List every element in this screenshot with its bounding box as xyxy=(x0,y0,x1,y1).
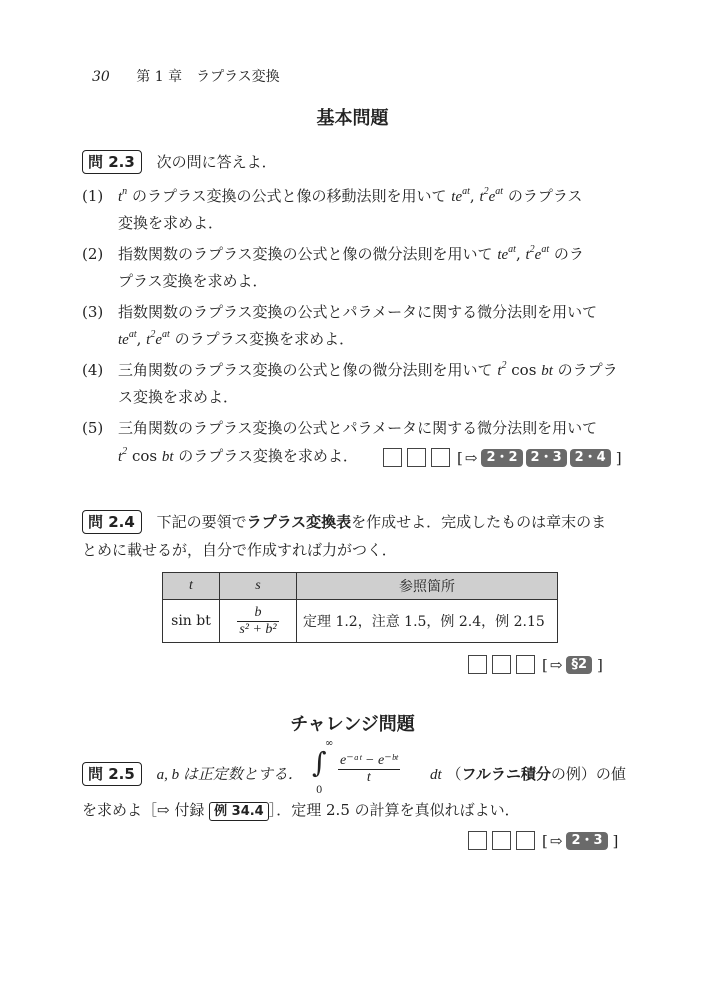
checkbox[interactable] xyxy=(431,448,450,467)
page-number: 30 xyxy=(92,69,110,85)
checkbox[interactable] xyxy=(492,831,511,850)
checkbox[interactable] xyxy=(407,448,426,467)
checkbox[interactable] xyxy=(516,831,535,850)
integral-upper: ∞ xyxy=(325,738,334,749)
problem-label: 問 2.4 xyxy=(82,510,142,534)
table-header: 参照箇所 xyxy=(297,573,558,600)
problem-2-5-line-1: 問 2.5 a, b は正定数とする． xyxy=(82,762,303,786)
item-4-line-1: 三角関数のラプラス変換の公式と像の微分法則を用いて $t^2$ cos bt のラプラ xyxy=(118,360,618,379)
table-cell: 定理 1.2，注意 1.5，例 2.4，例 2.15 xyxy=(297,600,558,643)
problem-label: 問 2.3 xyxy=(82,150,142,174)
table-cell: sin bt xyxy=(163,600,220,643)
ref-tag: §2 xyxy=(566,656,592,674)
item-number: (4) xyxy=(82,361,104,379)
chapter-title: 第 1 章 ラプラス変換 xyxy=(136,69,280,85)
item-5-line-1: 三角関数のラプラス変換の公式とパラメータに関する微分法則を用いて xyxy=(118,419,598,437)
item-number: (3) xyxy=(82,303,104,321)
table-header: s xyxy=(220,573,297,600)
item-2-line-2: プラス変換を求めよ． xyxy=(118,272,268,290)
challenge-section-title: チャレンジ問題 xyxy=(290,714,415,735)
item-3-line-2: $te^{at}$, $t^2e^{at}$ のラプラス変換を求めよ． xyxy=(118,329,355,348)
integral-sign: ∫ xyxy=(312,746,327,779)
table-cell: $\frac{b}{\text{s² + b²}}$ xyxy=(220,600,297,643)
problem-intro: 次の問に答えよ． xyxy=(156,153,277,171)
checkbox[interactable] xyxy=(468,831,487,850)
arrow-icon: ⇨ xyxy=(549,655,563,674)
table-header: t xyxy=(163,573,220,600)
problem-2-5-line-1-tail: dt （フルラニ積分の例）の値 xyxy=(430,765,626,783)
laplace-table xyxy=(162,572,558,643)
item-number: (2) xyxy=(82,245,104,263)
item-number: (5) xyxy=(82,419,104,437)
item-1-line-1: $t^n$ のラプラス変換の公式と像の移動法則を用いて $te^{at}$, $t^2e^{at}$ のラプラス xyxy=(118,186,583,205)
item-number: (1) xyxy=(82,187,104,205)
item-2-line-1: 指数関数のラプラス変換の公式と像の微分法則を用いて $te^{at}$, $t^2e^{at}$ のラ xyxy=(118,244,584,263)
progress-checkboxes: [ ⇨ 2・2 2・3 2・4 ] xyxy=(383,448,624,467)
ref-tag: 2・3 xyxy=(526,449,567,467)
checkbox[interactable] xyxy=(516,655,535,674)
item-3-line-1: 指数関数のラプラス変換の公式とパラメータに関する微分法則を用いて xyxy=(118,303,598,321)
problem-2-4-line-1: 問 2.4 下記の要領でラプラス変換表を作成せよ．完成したものは章末のま xyxy=(82,510,606,534)
ref-tag: 2・2 xyxy=(481,449,522,467)
item-4-line-2: ス変換を求めよ． xyxy=(118,388,239,406)
appendix-ref[interactable]: 例 34.4 xyxy=(209,802,269,821)
checkbox[interactable] xyxy=(492,655,511,674)
page-header xyxy=(92,66,280,86)
arrow-icon: ⇨ xyxy=(464,448,478,467)
integral-lower: 0 xyxy=(316,785,323,796)
ref-tag: 2・4 xyxy=(570,449,611,467)
progress-checkboxes: [ ⇨ 2・3 ] xyxy=(468,831,620,850)
item-5-line-2: $t^2$ cos bt のラプラス変換を求めよ． xyxy=(118,446,358,465)
checkbox[interactable] xyxy=(468,655,487,674)
item-1-line-2: 変換を求めよ． xyxy=(118,214,224,232)
problem-label: 問 2.5 xyxy=(82,762,142,786)
checkbox[interactable] xyxy=(383,448,402,467)
basic-section-title: 基本問題 xyxy=(316,108,389,129)
integrand-fraction: $\frac{\text{e⁻ᵃᵗ − e⁻ᵇᵗ}}{t}$ xyxy=(340,753,398,785)
progress-checkboxes: [ ⇨ §2 ] xyxy=(468,655,605,674)
problem-2-5-line-2: を求めよ［⇨ 付録 例 34.4 ］．定理 2.5 の計算を真似ればよい． xyxy=(82,801,520,819)
problem-2-3-header xyxy=(82,150,277,174)
ref-tag: 2・3 xyxy=(566,832,607,850)
problem-2-4-line-2: とめに載せるが，自分で作成すれば力がつく． xyxy=(82,541,397,559)
arrow-icon: ⇨ xyxy=(549,831,563,850)
